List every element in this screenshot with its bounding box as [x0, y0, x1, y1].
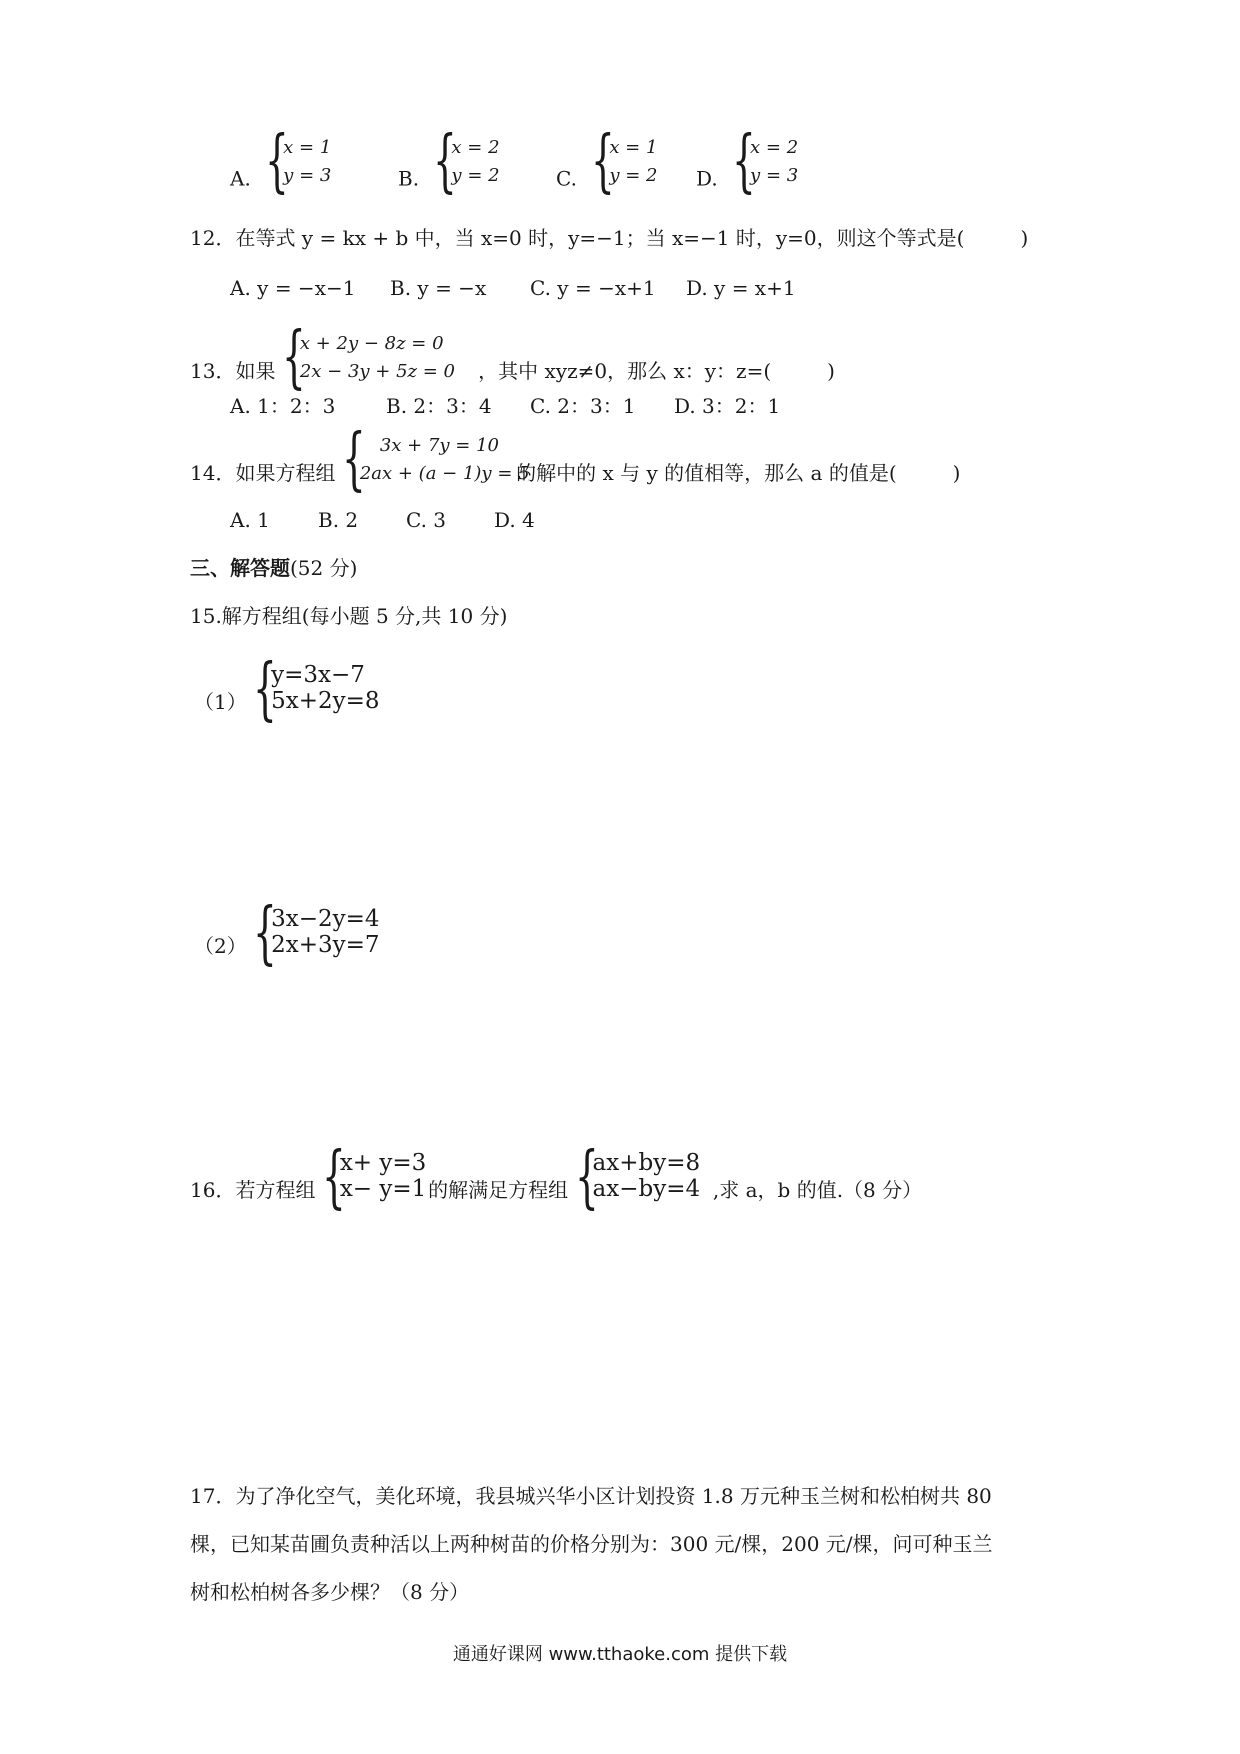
equation-system: [253, 650, 393, 729]
question-prefix: 14．如果方程组: [190, 460, 336, 485]
option-b: B. 2: [318, 508, 359, 532]
option-d: D. 3：2：1: [674, 394, 781, 418]
question-prefix: 13．如果: [190, 358, 276, 383]
equation: ax−by=4: [592, 1176, 701, 1202]
equation: 2ax + (a − 1)y = 5: [359, 463, 530, 484]
equation-system: [321, 1138, 427, 1217]
option-b: B. y = −x: [390, 276, 487, 300]
option-a: A. y = −x−1: [230, 276, 356, 300]
q17-line1: 17．为了净化空气，美化环境，我县城兴华小区计划投资 1.8 万元种玉兰树和松柏树共 80: [190, 1484, 992, 1508]
option-label: B.: [398, 166, 420, 191]
q11-option-b: [398, 122, 513, 208]
brace-icon: {: [281, 318, 306, 397]
option-d: D. 4: [494, 508, 535, 532]
question-middle: 的解满足方程组: [428, 1177, 569, 1202]
equation: x = 1: [283, 137, 332, 158]
equation: x− y=1: [339, 1176, 427, 1202]
q12-question: [190, 226, 1028, 250]
section-score: (52 分): [290, 556, 358, 580]
equation: 3x + 7y = 10: [379, 435, 499, 456]
question-suffix: 的解中的 x 与 y 的值相等，那么 a 的值是(: [516, 460, 897, 485]
q15-part2: [194, 894, 393, 973]
brace-icon: {: [253, 894, 277, 973]
option-d: D. y = x+1: [686, 276, 796, 300]
brace-icon: {: [433, 122, 458, 201]
equation: 2x+3y=7: [271, 932, 380, 958]
equation: y = 2: [451, 165, 500, 186]
option-label: D.: [696, 166, 718, 191]
part-label: （2）: [194, 933, 247, 958]
equation: y = 3: [750, 165, 799, 186]
q15-title: 15.解方程组(每小题 5 分,共 10 分): [190, 604, 508, 628]
brace-icon: {: [253, 650, 277, 729]
equation: 5x+2y=8: [271, 688, 380, 714]
paren-close: ): [952, 460, 961, 485]
q11-option-d: [696, 122, 812, 208]
part-label: （1）: [194, 689, 247, 714]
question-text: 12．在等式 y = kx + b 中，当 x=0 时，y=−1；当 x=−1 时，y=0，则这个等式是(: [190, 226, 965, 250]
equation: 3x−2y=4: [271, 906, 380, 932]
paren-close: ): [827, 358, 835, 383]
page-footer: 通通好课网 www.tthaoke.com 提供下载: [452, 1644, 788, 1665]
equation: 2x − 3y + 5z = 0: [299, 361, 456, 382]
q13-question: [190, 318, 835, 397]
option-c: C. y = −x+1: [530, 276, 656, 300]
equation: ax+by=8: [592, 1150, 701, 1176]
option-b: B. 2：3：4: [386, 394, 492, 418]
q17-line3: 树和松柏树各多少棵？（8 分）: [190, 1580, 470, 1604]
equation-system: [253, 894, 393, 973]
equation-system: [265, 122, 345, 201]
option-label: A.: [230, 166, 251, 191]
equation: x = 2: [451, 137, 500, 158]
equation: y=3x−7: [271, 662, 365, 688]
q17-line2: 棵，已知某苗圃负责种活以上两种树苗的价格分别为：300 元/棵，200 元/棵，问可种玉兰: [190, 1532, 993, 1556]
section-heading: [190, 556, 357, 580]
equation-system: [732, 122, 812, 201]
equation: x+ y=3: [339, 1150, 427, 1176]
brace-icon: {: [591, 122, 616, 201]
q11-option-c: [556, 122, 671, 208]
equation: x = 2: [750, 137, 799, 158]
q14-options: [230, 508, 535, 532]
option-a: A. 1: [230, 508, 270, 532]
q13-options: [230, 394, 780, 418]
question-suffix: ，其中 xyz≠0，那么 x：y：z=(: [478, 358, 772, 383]
equation: x + 2y − 8z = 0: [299, 333, 444, 354]
equation-system: [574, 1138, 707, 1217]
equation-system: [433, 122, 513, 201]
equation-system: [591, 122, 671, 201]
option-label: C.: [556, 166, 577, 191]
option-c: C. 2：3：1: [530, 394, 636, 418]
question-suffix: ,求 a，b 的值.（8 分）: [712, 1177, 923, 1202]
brace-icon: {: [732, 122, 756, 201]
q16-question: [190, 1138, 923, 1217]
q12-options: [230, 276, 796, 300]
question-prefix: 16．若方程组: [190, 1177, 316, 1202]
q14-question: [190, 420, 961, 499]
equation: x = 1: [609, 137, 658, 158]
paren-close: ): [1020, 226, 1029, 250]
brace-icon: {: [341, 420, 366, 499]
brace-icon: {: [321, 1138, 346, 1217]
section-title: 三、解答题: [190, 556, 290, 580]
q15-part1: [194, 650, 393, 729]
option-a: A. 1：2：3: [230, 394, 336, 418]
q11-options: [230, 122, 830, 201]
equation-system: [341, 420, 530, 499]
brace-icon: {: [574, 1138, 599, 1217]
option-c: C. 3: [406, 508, 447, 532]
equation-system: [281, 318, 472, 397]
brace-icon: {: [265, 122, 289, 201]
equation: y = 3: [283, 165, 332, 186]
equation: y = 2: [609, 165, 658, 186]
q11-option-a: [230, 122, 345, 208]
